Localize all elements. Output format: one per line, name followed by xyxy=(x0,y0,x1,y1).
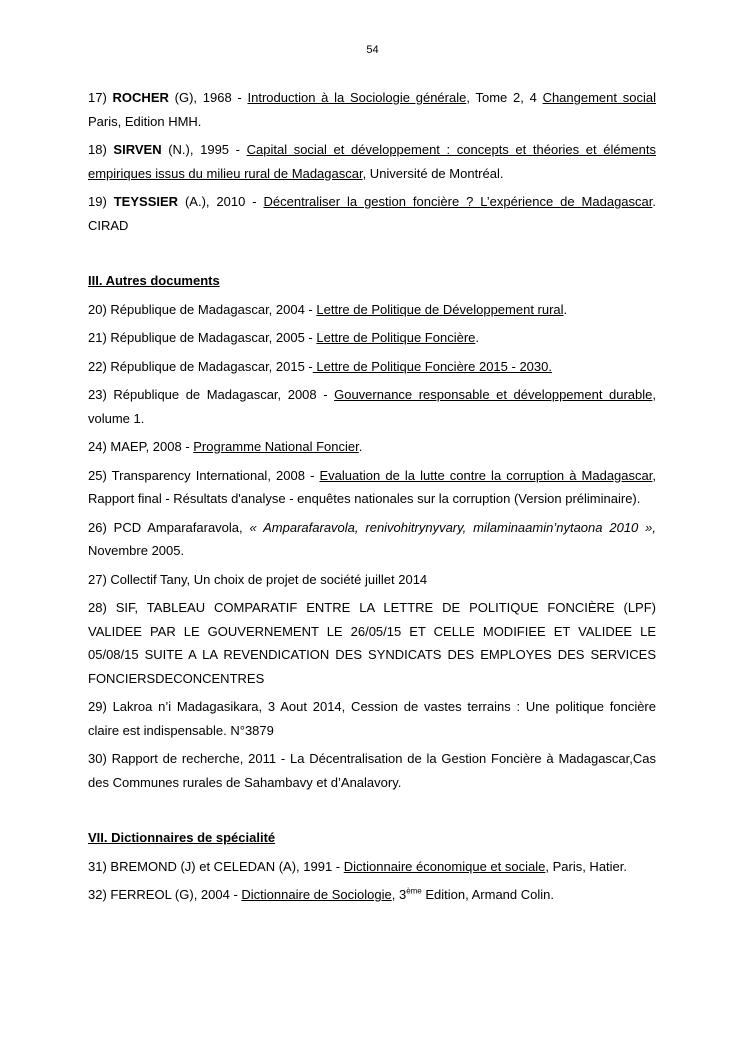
reference-28: 28) SIF, TABLEAU COMPARATIF ENTRE LA LETTRE DE POLITIQUE FONCIÈRE (LPF) VALIDEE PAR LE GOUVERNEMENT LE 26/05/15 ET CELLE MODIFIEE ET VALIDEE LE 05/08/15 SUITE A LA REVENDICATION DES SYNDICATS DES EMPLOYES DES SERVICES FONCIERSDECONCENTRES xyxy=(88,600,656,686)
ref-title: Lettre de Politique de Développement rural xyxy=(316,301,564,317)
reference-18 xyxy=(88,138,656,185)
ref-rest-2: Edition, Armand Colin. xyxy=(421,887,554,902)
reference-24 xyxy=(88,435,656,459)
reference-30: 30) Rapport de recherche, 2011 - La Décentralisation de la Gestion Foncière à Madagascar,Cas des Communes rurales de Sahambavy et d’Analavory. xyxy=(88,751,656,790)
ref-title: Dictionnaire de Sociologie xyxy=(241,887,392,902)
reference-21 xyxy=(88,326,656,350)
ref-rest: . CIRAD xyxy=(88,194,656,233)
ref-author: SIRVEN xyxy=(113,142,162,157)
ref-title: Gouvernance responsable et développement durable xyxy=(334,387,653,402)
ref-number: 18) xyxy=(88,142,107,157)
ref-rest: , 3 xyxy=(391,887,407,902)
ref-author-rest: (A.), 2010 - xyxy=(178,194,264,209)
section-heading-autres-documents: III. Autres documents xyxy=(88,273,220,288)
reference-20 xyxy=(88,298,656,322)
reference-32 xyxy=(88,883,656,907)
ref-title: « Amparafaravola, renivohitrynyvary, milaminaamin’nytaona 2010 », xyxy=(249,519,656,535)
ref-lead: 31) BREMOND (J) et CELEDAN (A), 1991 - xyxy=(88,858,344,874)
ref-rest: , volume 1. xyxy=(88,387,656,426)
ref-title: Evaluation de la lutte contre la corruption à Madagascar xyxy=(319,467,653,483)
bibliography xyxy=(88,86,656,912)
ref-title: Programme National Foncier xyxy=(193,439,359,454)
ref-rest: . xyxy=(563,301,568,317)
ref-rest: , Rapport final - Résultats d'analyse - enquêtes nationales sur la corruption (Version préliminaire). xyxy=(88,467,656,506)
reference-29: 29) Lakroa n’i Madagasikara, 3 Aout 2014, Cession de vastes terrains : Une politique foncière claire est indispensable. N°3879 xyxy=(88,699,656,738)
reference-25 xyxy=(88,464,656,511)
ref-lead: 21) République de Madagascar, 2005 - xyxy=(88,330,317,345)
ref-author-rest: (N.), 1995 - xyxy=(161,142,247,157)
reference-26 xyxy=(88,516,656,563)
ref-author: ROCHER xyxy=(112,90,169,105)
ref-lead: 32) FERREOL (G), 2004 - xyxy=(88,887,242,902)
ref-rest: Université de Montréal. xyxy=(366,165,504,181)
reference-23 xyxy=(88,383,656,430)
ref-rest-2: Paris, Edition HMH. xyxy=(88,113,202,129)
ref-superscript: ème xyxy=(406,886,422,896)
reference-22 xyxy=(88,355,656,379)
ref-title-2: Changement social xyxy=(542,90,656,105)
page-number: 54 xyxy=(366,44,379,56)
ref-rest: . xyxy=(475,330,479,345)
ref-title: Lettre de Politique Foncière 2015 - 2030. xyxy=(312,358,552,374)
section-heading-dictionnaires: VII. Dictionnaires de spécialité xyxy=(88,830,276,845)
ref-rest: . xyxy=(358,439,363,454)
ref-author-rest: (G), 1968 - xyxy=(168,90,248,105)
ref-rest: Novembre 2005. xyxy=(88,543,185,558)
ref-rest: , Paris, Hatier. xyxy=(545,858,627,874)
ref-author: TEYSSIER xyxy=(113,194,179,209)
ref-lead: 20) République de Madagascar, 2004 - xyxy=(88,301,317,317)
reference-27: 27) Collectif Tany, Un choix de projet de société juillet 2014 xyxy=(88,571,428,587)
ref-title: Dictionnaire économique et sociale xyxy=(343,858,546,874)
reference-31 xyxy=(88,855,656,879)
ref-lead: 26) PCD Amparafaravola, xyxy=(88,519,250,535)
ref-title: Lettre de Politique Foncière xyxy=(316,330,476,345)
ref-lead: 24) MAEP, 2008 - xyxy=(88,439,194,454)
ref-lead: 23) République de Madagascar, 2008 - xyxy=(88,387,335,402)
ref-number: 19) xyxy=(88,194,107,209)
reference-17 xyxy=(88,86,656,133)
reference-19 xyxy=(88,190,656,237)
ref-title: Introduction à la Sociologie générale xyxy=(247,90,467,105)
ref-lead: 25) Transparency International, 2008 - xyxy=(88,467,320,483)
ref-title: Décentraliser la gestion foncière ? L’expérience de Madagascar xyxy=(263,194,653,209)
ref-lead: 22) République de Madagascar, 2015 - xyxy=(88,358,313,374)
ref-rest: , Tome 2, 4 xyxy=(466,90,543,105)
ref-title: Capital social et développement : concepts et théories et éléments empiriques issus du milieu rural de Madagascar, xyxy=(88,142,656,181)
ref-number: 17) xyxy=(88,90,107,105)
